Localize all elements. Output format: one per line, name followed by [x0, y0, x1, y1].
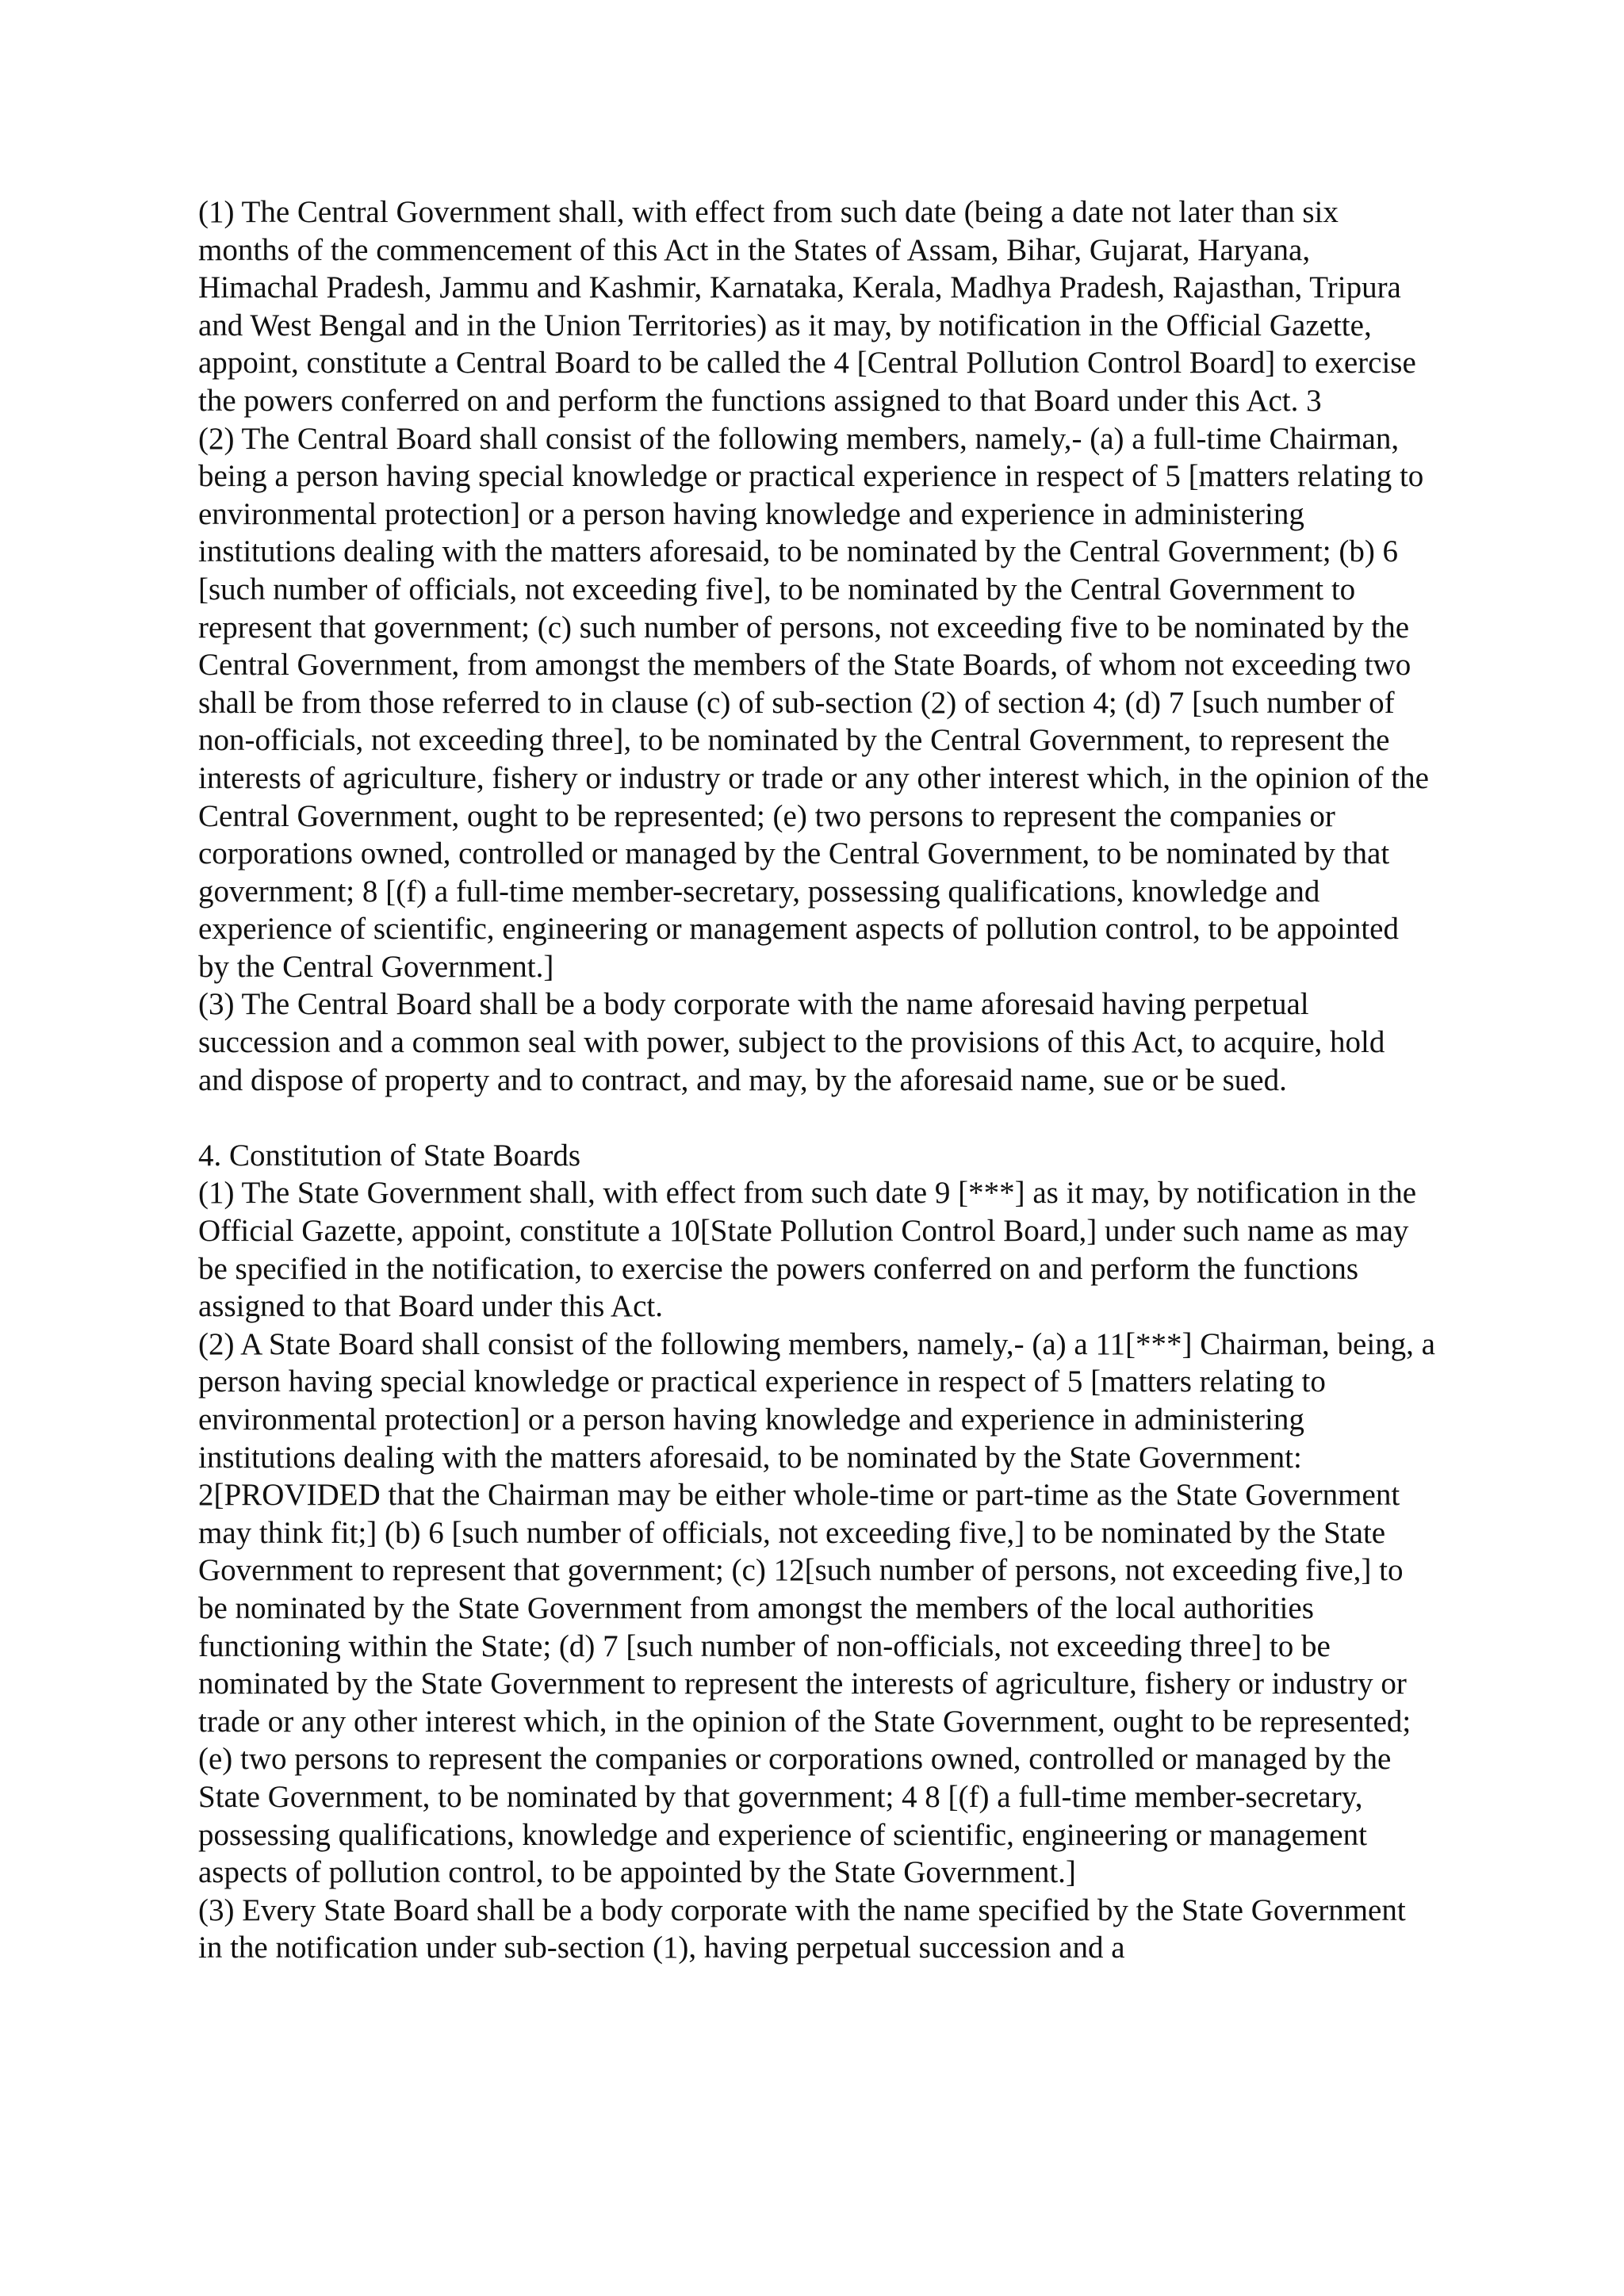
- section-4-subsection-1: (1) The State Government shall, with effect from such date 9 [***] as it may, by notification in the Official Gazette, appoint, constitute a 10[State Pollution Control Board,] under such name as may be specified in the notification, to exercise the powers conferred on and perform the functions assigned to that Board under this Act.: [198, 1176, 1417, 1324]
- paragraph-gap: [198, 1099, 1435, 1137]
- document-page: [198, 193, 1435, 1967]
- section-3-subsection-2: (2) The Central Board shall consist of the following members, namely,- (a) a full-time Chairman, being a person having special knowledge or practical experience in respect of 5 [matters relating to environmental protection] or a person having knowledge and experience in administering institutions dealing with the matters aforesaid, to be nominated by the Central Government; (b) 6 [such number of officials, not exceeding five], to be nominated by the Central Government to represent that government; (c) such number of persons, not exceeding five to be nominated by the Central Government, from amongst the members of the State Boards, of whom not exceeding two shall be from those referred to in clause (c) of sub-section (2) of section 4; (d) 7 [such number of non-officials, not exceeding three], to be nominated by the Central Government, to represent the interests of agriculture, fishery or industry or trade or any other interest which, in the opinion of the Central Government, ought to be represented; (e) two persons to represent the companies or corporations owned, controlled or managed by the Central Government, to be nominated by that government; 8 [(f) a full-time member-secretary, possessing qualifications, knowledge and experience of scientific, engineering or management aspects of pollution control, to be appointed by the Central Government.]: [198, 421, 1429, 984]
- section-3-subsection-3: (3) The Central Board shall be a body corporate with the name aforesaid having perpetual succession and a common seal with power, subject to the provisions of this Act, to acquire, hold and dispose of property and to contract, and may, by the aforesaid name, sue or be sued.: [198, 987, 1385, 1097]
- section-3-subsection-1: (1) The Central Government shall, with effect from such date (being a date not later than six months of the commencement of this Act in the States of Assam, Bihar, Gujarat, Haryana, Himachal Pradesh, Jammu and Kashmir, Karnataka, Kerala, Madhya Pradesh, Rajasthan, Tripura and West Bengal and in the Union Territories) as it may, by notification in the Official Gazette, appoint, constitute a Central Board to be called the 4 [Central Pollution Control Board] to exercise the powers conferred on and perform the functions assigned to that Board under this Act. 3: [198, 195, 1416, 418]
- section-4-heading: 4. Constitution of State Boards: [198, 1138, 581, 1173]
- section-4-subsection-3: (3) Every State Board shall be a body corporate with the name specified by the State Government in the notification under sub-section (1), having perpetual succession and a: [198, 1892, 1406, 1965]
- section-4-subsection-2: (2) A State Board shall consist of the following members, namely,- (a) a 11[***] Chairman, being, a person having special knowledge or practical experience in respect of 5 [matters relating to environmental protection] or a person having knowledge and experience in administering institutions dealing with the matters aforesaid, to be nominated by the State Government: 2[PROVIDED that the Chairman may be either whole-time or part-time as the State Government may think fit;] (b) 6 [such number of officials, not exceeding five,] to be nominated by the State Government to represent that government; (c) 12[such number of persons, not exceeding five,] to be nominated by the State Government from amongst the members of the local authorities functioning within the State; (d) 7 [such number of non-officials, not exceeding three] to be nominated by the State Government to represent the interests of agriculture, fishery or industry or trade or any other interest which, in the opinion of the State Government, ought to be represented; (e) two persons to represent the companies or corporations owned, controlled or managed by the State Government, to be nominated by that government; 4 8 [(f) a full-time member-secretary, possessing qualifications, knowledge and experience of scientific, engineering or management aspects of pollution control, to be appointed by the State Government.]: [198, 1326, 1435, 1890]
